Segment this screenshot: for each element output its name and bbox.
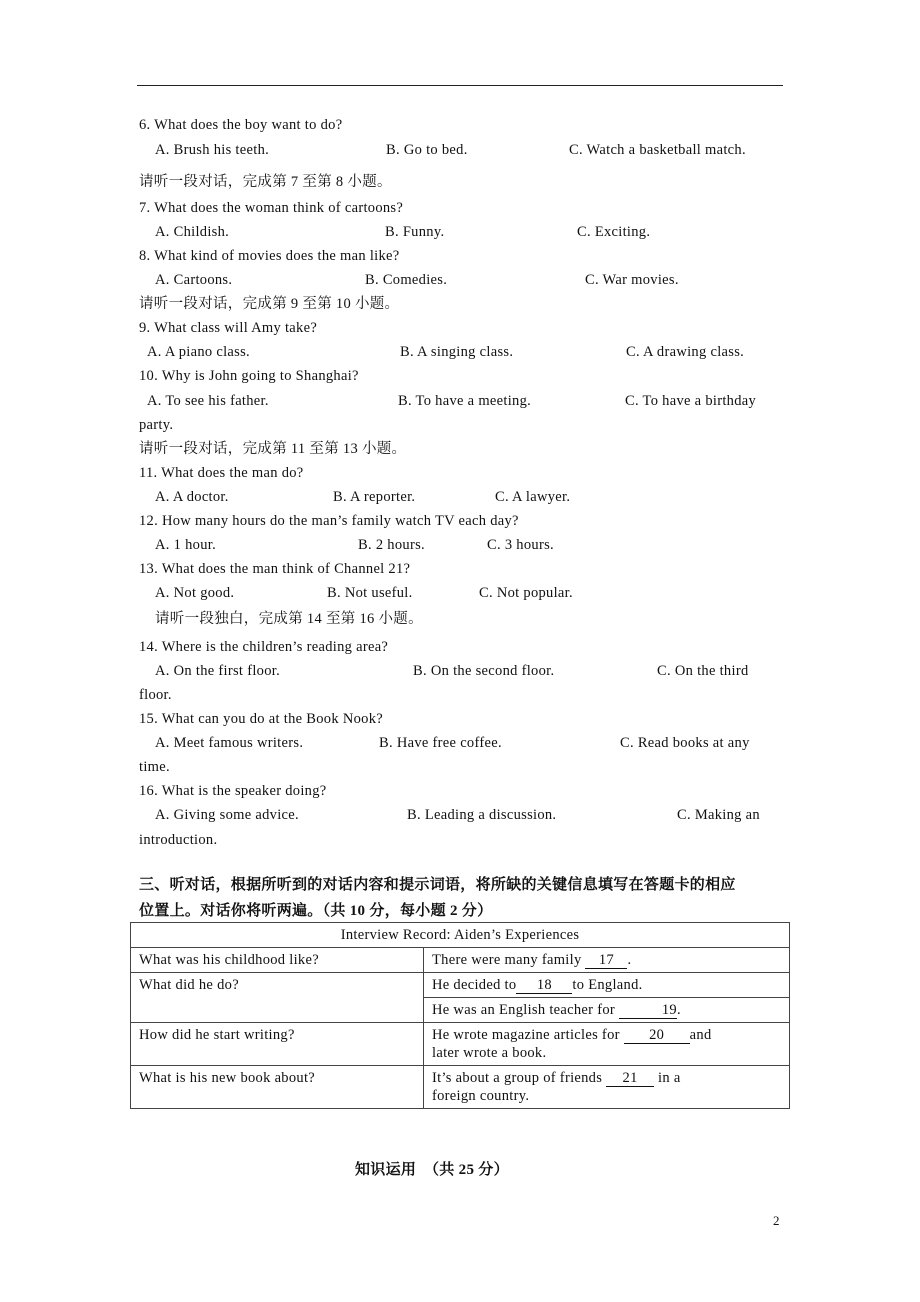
option-a: A. Not good.: [155, 585, 235, 601]
option-c: C. A drawing class.: [626, 344, 745, 360]
interview-record-table: [130, 922, 790, 1109]
option-continuation: introduction.: [139, 832, 218, 848]
table-cell-answer: There were many family 17 .: [424, 948, 790, 973]
option-c: C. A lawyer.: [495, 489, 571, 505]
option-a: A. Childish.: [155, 224, 230, 240]
header-rule: [137, 85, 783, 86]
table-row: [131, 948, 790, 973]
table-cell-question: What did he do?: [131, 973, 424, 1023]
option-a: A. To see his father.: [147, 393, 269, 409]
option-continuation: party.: [139, 417, 174, 433]
answer-blank-21[interactable]: 21: [606, 1070, 654, 1087]
option-c: C. On the third: [657, 663, 749, 679]
table-cell-question: How did he start writing?: [131, 1023, 424, 1066]
answer-blank-20[interactable]: 20: [624, 1027, 690, 1044]
table-cell-question: What is his new book about?: [131, 1066, 424, 1109]
option-b: B. 2 hours.: [358, 537, 425, 553]
option-a: A. Meet famous writers.: [155, 735, 304, 751]
option-c: C. Exciting.: [577, 224, 651, 240]
question-7: 7. What does the woman think of cartoons?: [139, 200, 404, 216]
option-a: A. Cartoons.: [155, 272, 233, 288]
option-a: A. A doctor.: [155, 489, 229, 505]
option-a: A. Giving some advice.: [155, 807, 299, 823]
question-11: 11. What does the man do?: [139, 465, 304, 481]
option-b: B. Funny.: [385, 224, 445, 240]
option-b: B. Comedies.: [365, 272, 448, 288]
section-intro: 请听一段对话，完成第 11 至第 13 小题。: [139, 441, 407, 457]
question-12: 12. How many hours do the man’s family watch TV each day?: [139, 513, 519, 529]
option-c: C. War movies.: [585, 272, 679, 288]
option-c: C. Read books at any: [620, 735, 750, 751]
section-intro: 请听一段对话，完成第 9 至第 10 小题。: [139, 296, 400, 312]
option-b: B. A singing class.: [400, 344, 514, 360]
question-10: 10. Why is John going to Shanghai?: [139, 368, 359, 384]
table-cell-answer: He was an English teacher for 19.: [424, 998, 790, 1023]
question-9: 9. What class will Amy take?: [139, 320, 318, 336]
question-16: 16. What is the speaker doing?: [139, 783, 327, 799]
option-c: C. To have a birthday: [625, 393, 757, 409]
table-cell-answer: He decided to 18 to England.: [424, 973, 790, 998]
option-continuation: floor.: [139, 687, 172, 703]
table-row: [131, 1023, 790, 1066]
page-number: 2: [773, 1213, 780, 1228]
option-b: B. Go to bed.: [386, 142, 468, 158]
option-c: C. 3 hours.: [487, 537, 554, 553]
knowledge-section-heading: 知识运用 （共 25 分）: [355, 1162, 509, 1178]
table-cell-question: What was his childhood like?: [131, 948, 424, 973]
answer-blank-19[interactable]: 19: [619, 1002, 677, 1019]
question-8: 8. What kind of movies does the man like?: [139, 248, 400, 264]
option-b: B. On the second floor.: [413, 663, 555, 679]
section-intro: 请听一段对话，完成第 7 至第 8 小题。: [139, 174, 392, 190]
answer-blank-18[interactable]: 18: [516, 977, 572, 994]
question-6: 6. What does the boy want to do?: [139, 117, 343, 133]
option-c: C. Not popular.: [479, 585, 573, 601]
option-a: A. Brush his teeth.: [155, 142, 270, 158]
option-b: B. Not useful.: [327, 585, 413, 601]
section-3-heading-cont: 位置上。对话你将听两遍。（共 10 分，每小题 2 分）: [139, 903, 493, 919]
table-cell-answer: It’s about a group of friends 21 in a foreign country.: [424, 1066, 790, 1109]
option-b: B. A reporter.: [333, 489, 416, 505]
section-3-heading: 三、听对话，根据所听到的对话内容和提示词语，将所缺的关键信息填写在答题卡的相应: [139, 877, 736, 893]
answer-blank-17[interactable]: 17: [585, 952, 627, 969]
option-continuation: time.: [139, 759, 170, 775]
table-title: Interview Record: Aiden’s Experiences: [131, 923, 790, 948]
option-b: B. To have a meeting.: [398, 393, 532, 409]
section-intro: 请听一段独白，完成第 14 至第 16 小题。: [155, 611, 423, 627]
option-b: B. Have free coffee.: [379, 735, 502, 751]
table-row: [131, 973, 790, 998]
option-b: B. Leading a discussion.: [407, 807, 557, 823]
option-c: C. Watch a basketball match.: [569, 142, 746, 158]
table-row: [131, 1066, 790, 1109]
question-15: 15. What can you do at the Book Nook?: [139, 711, 383, 727]
option-a: A. A piano class.: [147, 344, 250, 360]
question-14: 14. Where is the children’s reading area?: [139, 639, 389, 655]
option-a: A. 1 hour.: [155, 537, 216, 553]
question-13: 13. What does the man think of Channel 21?: [139, 561, 411, 577]
table-cell-answer: He wrote magazine articles for 20 and later wrote a book.: [424, 1023, 790, 1066]
option-c: C. Making an: [677, 807, 760, 823]
option-a: A. On the first floor.: [155, 663, 280, 679]
